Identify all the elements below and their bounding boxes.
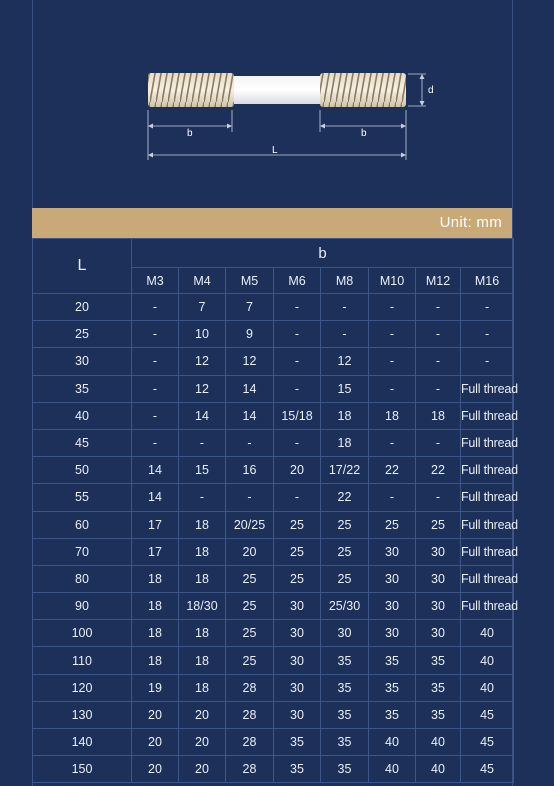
cell-m5: - [226,429,274,456]
cell-m4: 18 [179,511,226,538]
row-length: 30 [33,348,132,375]
cell-m5: 12 [226,348,274,375]
cell-m3: 18 [132,565,179,592]
cell-m10: 35 [369,647,416,674]
cell-m4: 18/30 [179,593,226,620]
cell-m12: 40 [416,729,461,756]
cell-m6: - [274,321,321,348]
row-length: 90 [33,593,132,620]
row-length: 35 [33,375,132,402]
cell-m3: - [132,429,179,456]
cell-m6: - [274,375,321,402]
cell-m8: 17/22 [321,457,369,484]
cell-m12: 35 [416,674,461,701]
row-length: 20 [33,294,132,321]
cell-m12: - [416,348,461,375]
cell-m16: - [461,294,514,321]
cell-m16: 45 [461,756,514,783]
cell-m8: 35 [321,729,369,756]
cell-m8: 35 [321,647,369,674]
cell-m6: 25 [274,511,321,538]
table-row [33,674,514,701]
cell-m16: Full thread [461,484,514,511]
cell-m10: - [369,294,416,321]
cell-m16: Full thread [461,429,514,456]
cell-m16: Full thread [461,511,514,538]
table-row [33,593,514,620]
row-length: 120 [33,674,132,701]
cell-m12: 30 [416,620,461,647]
stud-bolt-diagram [0,0,554,205]
cell-m3: - [132,402,179,429]
cell-m12: 22 [416,457,461,484]
cell-m8: 25 [321,538,369,565]
cell-m6: 25 [274,538,321,565]
table-row [33,511,514,538]
table-row [33,294,514,321]
cell-m5: 25 [226,620,274,647]
cell-m10: - [369,484,416,511]
cell-m3: 20 [132,701,179,728]
row-length: 40 [33,402,132,429]
cell-m10: 30 [369,538,416,565]
row-length: 55 [33,484,132,511]
cell-m16: 40 [461,647,514,674]
cell-m6: - [274,294,321,321]
size-header-m8: M8 [321,268,369,294]
cell-m10: - [369,348,416,375]
cell-m12: 30 [416,565,461,592]
cell-m10: 35 [369,701,416,728]
label-b-right: b [361,128,367,139]
cell-m12: - [416,321,461,348]
cell-m10: 25 [369,511,416,538]
table-row [33,538,514,565]
cell-m16: 45 [461,729,514,756]
cell-m4: 18 [179,674,226,701]
cell-m10: 22 [369,457,416,484]
cell-m10: 40 [369,756,416,783]
cell-m16: - [461,348,514,375]
cell-m4: 18 [179,538,226,565]
unit-label: Unit: mm [439,214,502,231]
cell-m12: 40 [416,756,461,783]
cell-m12: - [416,484,461,511]
cell-m16: Full thread [461,565,514,592]
cell-m3: - [132,375,179,402]
table-row [33,457,514,484]
cell-m5: 25 [226,565,274,592]
cell-m3: 19 [132,674,179,701]
cell-m3: 17 [132,511,179,538]
cell-m5: 28 [226,701,274,728]
cell-m4: 12 [179,348,226,375]
cell-m6: 30 [274,593,321,620]
cell-m5: 25 [226,647,274,674]
cell-m10: 30 [369,565,416,592]
cell-m4: 7 [179,294,226,321]
cell-m8: 15 [321,375,369,402]
cell-m10: 30 [369,593,416,620]
cell-m10: - [369,321,416,348]
cell-m3: 20 [132,729,179,756]
cell-m5: 25 [226,593,274,620]
row-length: 140 [33,729,132,756]
cell-m8: 18 [321,429,369,456]
cell-m10: 18 [369,402,416,429]
cell-m3: 14 [132,457,179,484]
size-header-m4: M4 [179,268,226,294]
row-length: 150 [33,756,132,783]
cell-m10: - [369,429,416,456]
cell-m5: 14 [226,375,274,402]
row-length: 70 [33,538,132,565]
cell-m3: 18 [132,647,179,674]
cell-m4: - [179,429,226,456]
cell-m3: 14 [132,484,179,511]
cell-m3: 17 [132,538,179,565]
table-row [33,620,514,647]
cell-m4: 15 [179,457,226,484]
cell-m4: 18 [179,620,226,647]
size-header-m6: M6 [274,268,321,294]
cell-m8: 12 [321,348,369,375]
cell-m10: - [369,375,416,402]
cell-m16: 40 [461,620,514,647]
cell-m4: 18 [179,565,226,592]
table-row [33,375,514,402]
row-length: 45 [33,429,132,456]
table-row [33,429,514,456]
cell-m3: - [132,321,179,348]
cell-m12: - [416,375,461,402]
cell-m8: 22 [321,484,369,511]
cell-m12: 35 [416,647,461,674]
cell-m8: 18 [321,402,369,429]
cell-m12: 35 [416,701,461,728]
cell-m5: 20/25 [226,511,274,538]
cell-m16: Full thread [461,538,514,565]
cell-m4: 20 [179,701,226,728]
label-L: L [272,145,278,156]
cell-m6: - [274,429,321,456]
cell-m16: - [461,321,514,348]
cell-m12: - [416,294,461,321]
cell-m16: 40 [461,674,514,701]
cell-m4: 10 [179,321,226,348]
cell-m6: 35 [274,756,321,783]
cell-m5: 28 [226,674,274,701]
cell-m4: 18 [179,647,226,674]
table-row [33,647,514,674]
table-row [33,701,514,728]
cell-m6: 30 [274,701,321,728]
cell-m8: 25 [321,511,369,538]
cell-m8: 25/30 [321,593,369,620]
cell-m3: - [132,294,179,321]
cell-m4: - [179,484,226,511]
table-row [33,565,514,592]
cell-m5: 9 [226,321,274,348]
cell-m4: 14 [179,402,226,429]
cell-m3: 20 [132,756,179,783]
cell-m8: 35 [321,674,369,701]
cell-m5: 7 [226,294,274,321]
stud-shank [232,76,322,104]
label-d: d [428,85,434,96]
thread-length-table [32,238,518,783]
cell-m3: 18 [132,593,179,620]
size-header-m10: M10 [369,268,416,294]
cell-m5: 28 [226,756,274,783]
header-L: L [33,239,132,294]
cell-m16: Full thread [461,402,514,429]
cell-m16: 45 [461,701,514,728]
cell-m6: 30 [274,674,321,701]
cell-m6: 25 [274,565,321,592]
cell-m8: 25 [321,565,369,592]
row-length: 50 [33,457,132,484]
table-row [33,729,514,756]
cell-m5: 28 [226,729,274,756]
table-row [33,756,514,783]
cell-m12: - [416,429,461,456]
cell-m3: 18 [132,620,179,647]
cell-m8: - [321,294,369,321]
cell-m12: 18 [416,402,461,429]
row-length: 60 [33,511,132,538]
row-length: 80 [33,565,132,592]
table-row [33,484,514,511]
cell-m6: 30 [274,620,321,647]
row-length: 100 [33,620,132,647]
cell-m10: 30 [369,620,416,647]
cell-m5: 14 [226,402,274,429]
cell-m16: Full thread [461,457,514,484]
cell-m5: 16 [226,457,274,484]
cell-m16: Full thread [461,593,514,620]
cell-m16: Full thread [461,375,514,402]
cell-m6: 35 [274,729,321,756]
cell-m6: - [274,484,321,511]
table-row [33,402,514,429]
cell-m12: 25 [416,511,461,538]
label-b-left: b [187,128,193,139]
size-header-m12: M12 [416,268,461,294]
cell-m6: - [274,348,321,375]
cell-m4: 20 [179,756,226,783]
cell-m8: - [321,321,369,348]
cell-m4: 12 [179,375,226,402]
cell-m5: 20 [226,538,274,565]
cell-m8: 35 [321,756,369,783]
cell-m10: 40 [369,729,416,756]
cell-m3: - [132,348,179,375]
row-length: 110 [33,647,132,674]
cell-m6: 20 [274,457,321,484]
unit-bar [32,208,512,238]
cell-m10: 35 [369,674,416,701]
cell-m8: 30 [321,620,369,647]
row-length: 25 [33,321,132,348]
table-row [33,348,514,375]
cell-m6: 15/18 [274,402,321,429]
header-b: b [132,239,514,268]
cell-m12: 30 [416,538,461,565]
cell-m8: 35 [321,701,369,728]
cell-m6: 30 [274,647,321,674]
size-header-m3: M3 [132,268,179,294]
table-row [33,321,514,348]
cell-m5: - [226,484,274,511]
cell-m4: 20 [179,729,226,756]
row-length: 130 [33,701,132,728]
size-header-m16: M16 [461,268,514,294]
size-header-m5: M5 [226,268,274,294]
cell-m12: 30 [416,593,461,620]
